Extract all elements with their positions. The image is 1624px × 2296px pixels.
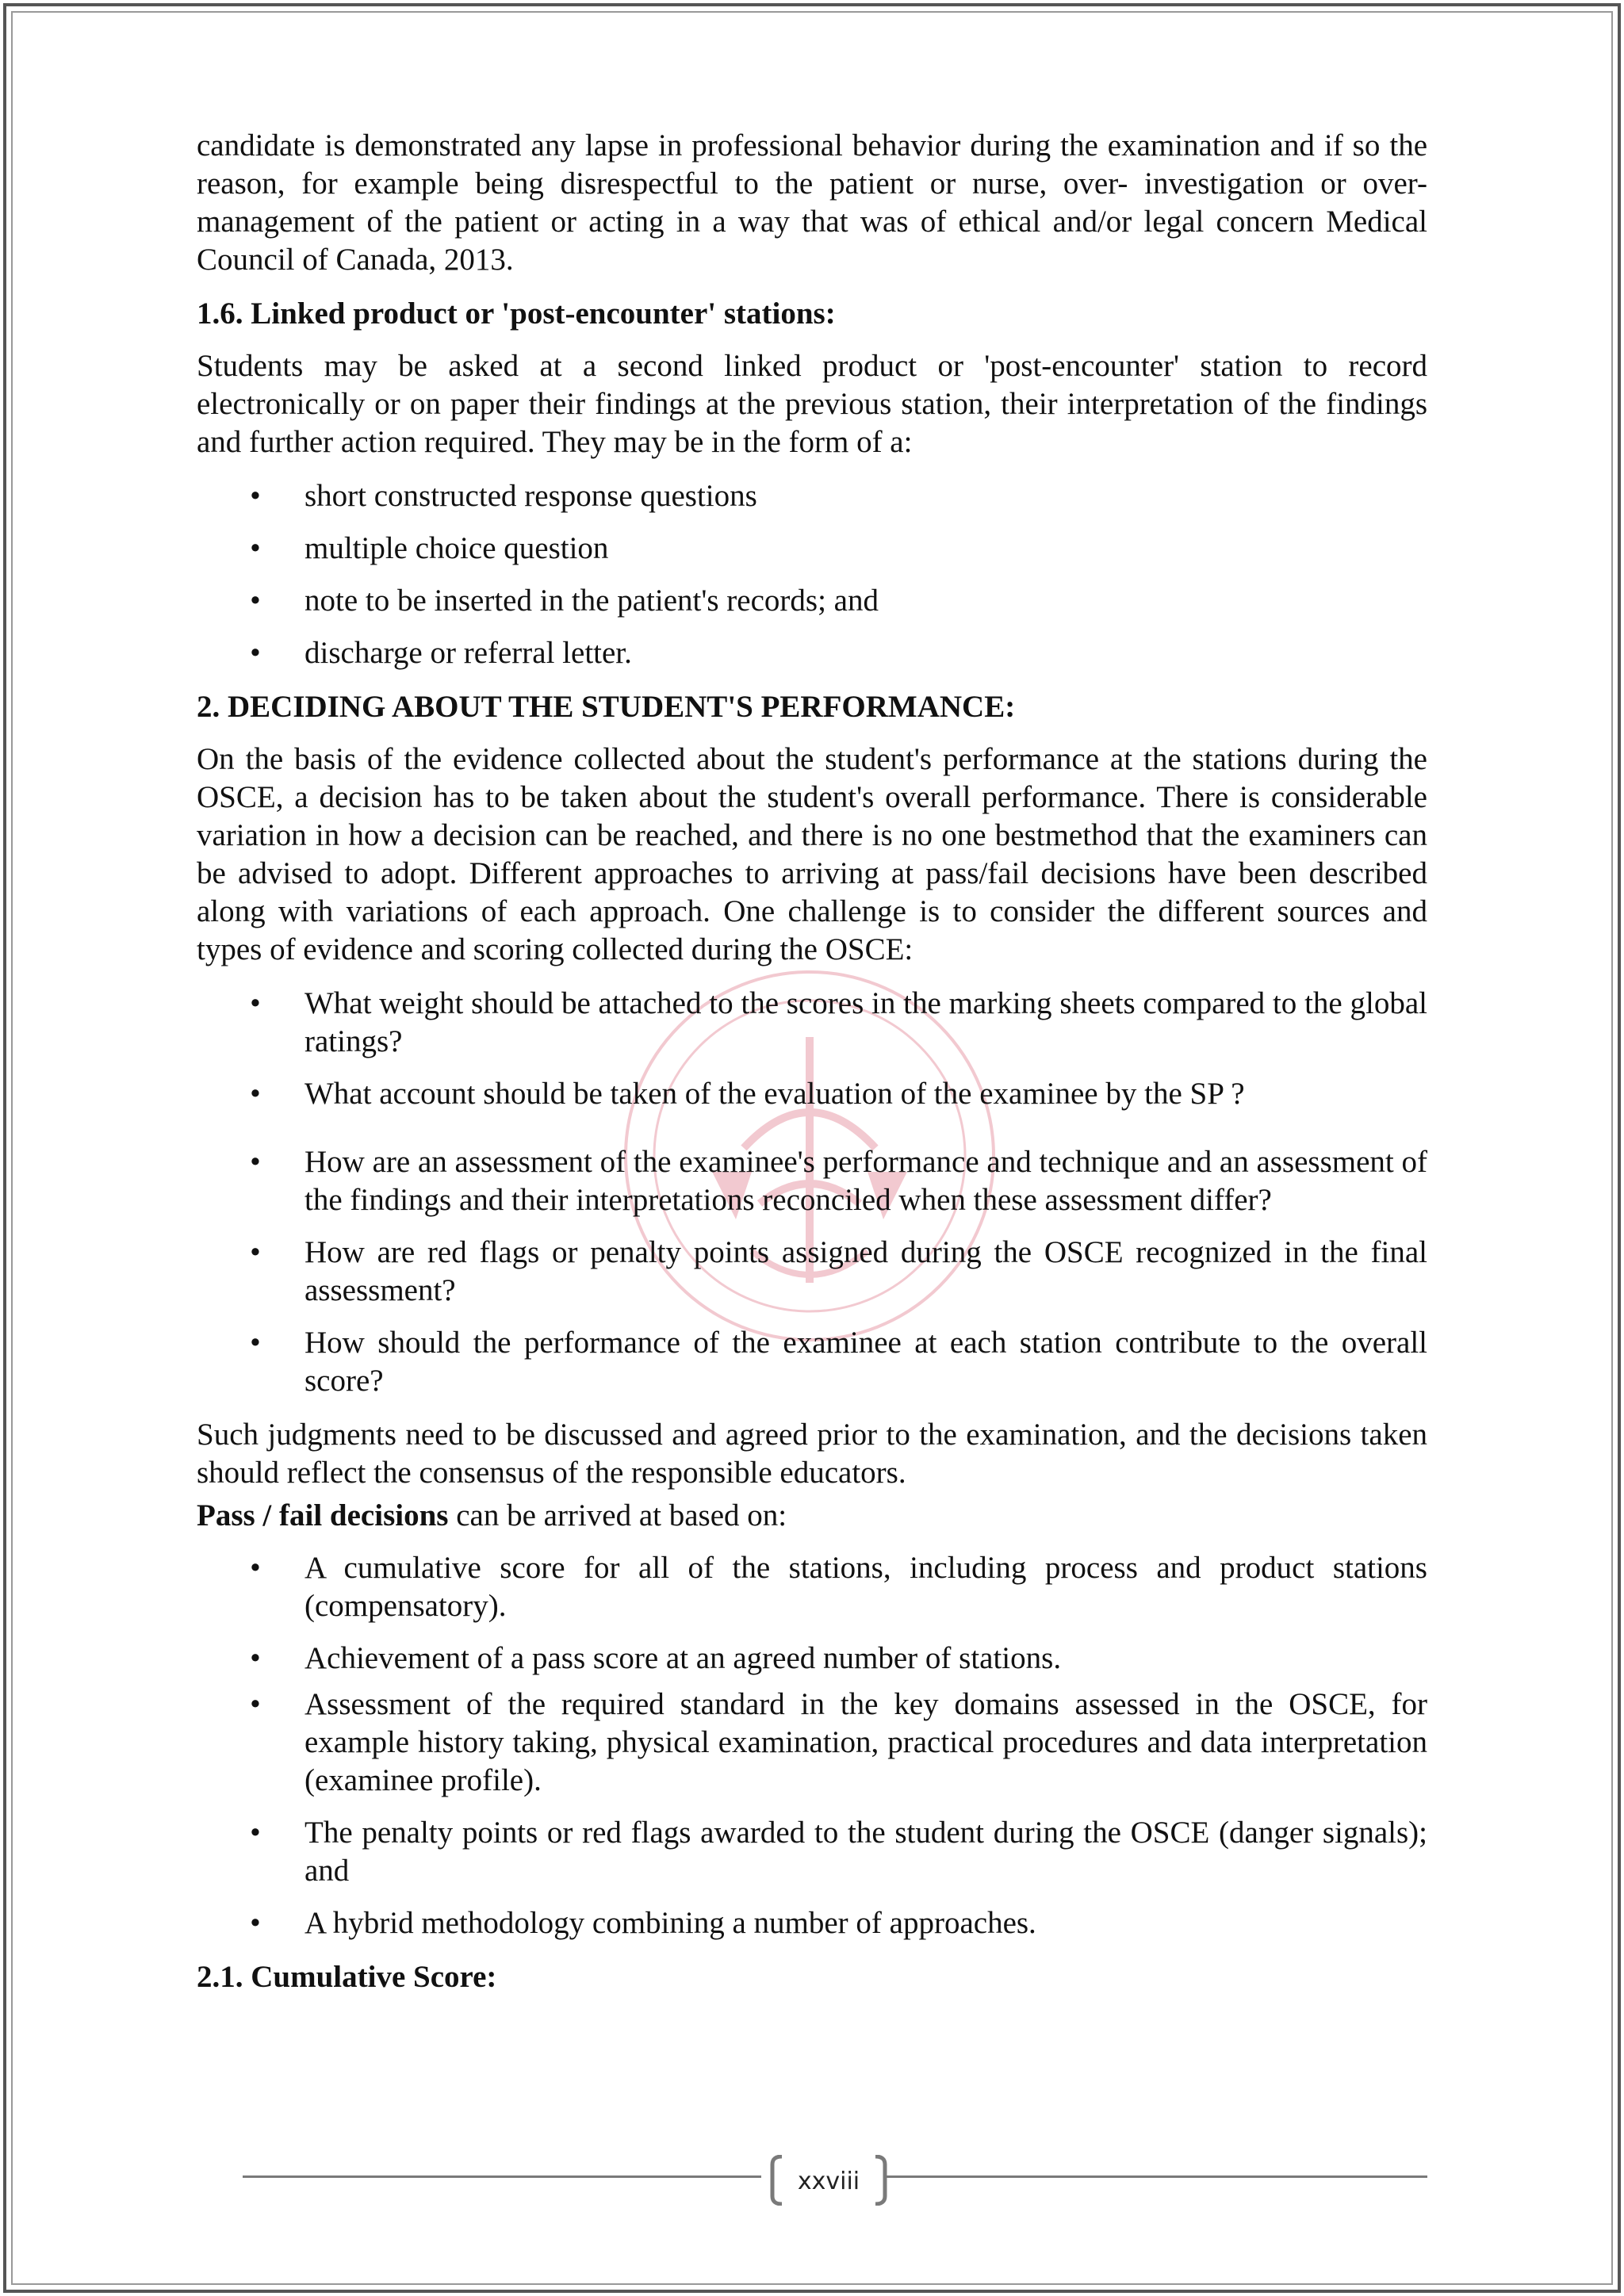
pass-fail-basis-list bbox=[197, 1549, 1427, 1942]
left-bracket-icon bbox=[769, 2155, 785, 2206]
list-item: • A hybrid methodology combining a number of approaches. bbox=[197, 1904, 1427, 1942]
bullet-icon: • bbox=[250, 1077, 261, 1111]
list-item: • How are red flags or penalty points assigned during the OSCE recognized in the final assessment? bbox=[197, 1234, 1427, 1310]
bullet-icon: • bbox=[250, 1551, 261, 1585]
bullet-icon: • bbox=[250, 1145, 261, 1179]
bullet-icon: • bbox=[250, 986, 261, 1020]
list-item: • What account should be taken of the evaluation of the examinee by the SP ? bbox=[197, 1075, 1427, 1113]
list-item: • How should the performance of the examinee at each station contribute to the overall score? bbox=[197, 1324, 1427, 1400]
list-item: • Assessment of the required standard in the key domains assessed in the OSCE, for example history taking, physical examination, practical procedures and data interpretation (examinee profile). bbox=[197, 1686, 1427, 1800]
osce-questions-list bbox=[197, 985, 1427, 1400]
right-bracket-icon bbox=[872, 2155, 888, 2206]
list-item: • discharge or referral letter. bbox=[197, 634, 1427, 672]
page-number-box bbox=[769, 2156, 888, 2207]
section-1-6-paragraph: Students may be asked at a second linked product or 'post-encounter' station to record electronically or on paper their findings at the previous station, their interpretation of the findings and further action required. They may be in the form of a: bbox=[197, 349, 1427, 459]
intro-paragraph: candidate is demonstrated any lapse in professional behavior during the examination and if so the reason, for example being disrespectful to the patient or nurse, over- investigation or over-management of the patient or acting in a way that was of ethical and/or legal concern Medical Council of Canada, 2013. bbox=[197, 128, 1427, 277]
bullet-icon: • bbox=[250, 1235, 261, 1269]
section-2-1-heading: 2.1. Cumulative Score: bbox=[197, 1960, 497, 1994]
bullet-icon: • bbox=[250, 479, 261, 513]
judgments-paragraph: Such judgments need to be discussed and agreed prior to the examination, and the decisions taken should reflect the consensus of the responsible educators. bbox=[197, 1418, 1427, 1490]
list-item: • Achievement of a pass score at an agreed number of stations. bbox=[197, 1640, 1427, 1678]
document-body bbox=[197, 127, 1427, 2011]
bullet-icon: • bbox=[250, 531, 261, 565]
bullet-icon: • bbox=[250, 636, 261, 670]
linked-station-forms-list bbox=[197, 477, 1427, 672]
bullet-icon: • bbox=[250, 1816, 261, 1850]
list-item: • The penalty points or red flags awarded to the student during the OSCE (danger signals); and bbox=[197, 1814, 1427, 1890]
list-item: • How are an assessment of the examinee's performance and technique and an assessment of the findings and their interpretations reconciled when these assessment differ? bbox=[197, 1143, 1427, 1219]
footer-rule-left bbox=[243, 2175, 761, 2178]
list-item: • A cumulative score for all of the stations, including process and product stations (compensatory). bbox=[197, 1549, 1427, 1625]
page-footer bbox=[243, 2156, 1427, 2220]
bullet-icon: • bbox=[250, 1906, 261, 1940]
pass-fail-rest: can be arrived at based on: bbox=[448, 1498, 787, 1533]
list-item: • What weight should be attached to the scores in the marking sheets compared to the global ratings? bbox=[197, 985, 1427, 1061]
list-item: • note to be inserted in the patient's records; and bbox=[197, 582, 1427, 620]
section-2-heading: 2. DECIDING ABOUT THE STUDENT'S PERFORMANCE: bbox=[197, 690, 1016, 724]
footer-rule-right bbox=[887, 2175, 1427, 2178]
list-item: • multiple choice question bbox=[197, 530, 1427, 568]
list-item: • short constructed response questions bbox=[197, 477, 1427, 515]
page-number: xxviii bbox=[797, 2168, 860, 2195]
section-2-paragraph: On the basis of the evidence collected about the student's performance at the stations during the OSCE, a decision has to be taken about the student's overall performance. There is considerable variation in how a decision can be reached, and there is no one bestmethod that the examiners can be advised to adopt. Different approaches to arriving at pass/fail decisions have been described along with variations of each approach. One challenge is to consider the different sources and types of evidence and scoring collected during the OSCE: bbox=[197, 742, 1427, 966]
section-1-6-heading: 1.6. Linked product or 'post-encounter' stations: bbox=[197, 297, 836, 331]
pass-fail-intro bbox=[197, 1497, 1427, 1535]
bullet-icon: • bbox=[250, 584, 261, 618]
bullet-icon: • bbox=[250, 1641, 261, 1675]
bullet-icon: • bbox=[250, 1687, 261, 1721]
bullet-icon: • bbox=[250, 1326, 261, 1360]
pass-fail-bold: Pass / fail decisions bbox=[197, 1498, 449, 1533]
